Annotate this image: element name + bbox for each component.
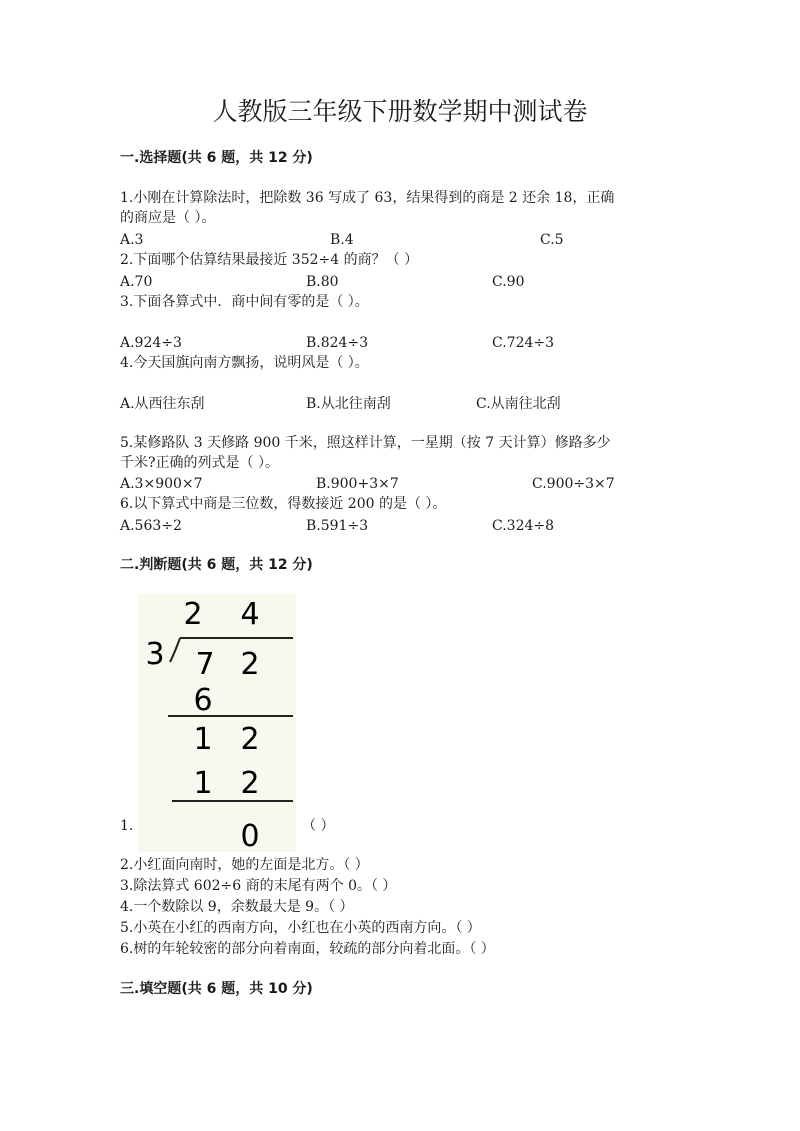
choice-q2-option-a: A.70 [120, 274, 153, 290]
step-digit: 2 [240, 722, 260, 757]
judge-q4: 4.一个数除以 9，余数最大是 9。（ ） [120, 899, 354, 915]
choice-q1-line1: 1.小刚在计算除法时，把除数 36 写成了 63，结果得到的商是 2 还余 18，正确 [120, 190, 615, 206]
choice-q1-option-b: B.4 [330, 232, 354, 248]
step-digit: 1 [193, 722, 213, 757]
choice-q1-line2: 的商应是（ ）。 [120, 210, 216, 226]
choice-q6-option-a: A.563÷2 [120, 518, 182, 534]
section-heading-choice: 一.选择题(共 6 题，共 12 分) [120, 150, 313, 166]
quotient-digit: 2 [183, 597, 203, 632]
choice-q5-option-c: C.900÷3×7 [532, 476, 615, 492]
remainder-digit: 0 [240, 819, 260, 852]
step-digit: 6 [193, 683, 213, 718]
page-title: 人教版三年级下册数学期中测试卷 [212, 97, 588, 126]
division-bracket [170, 638, 180, 662]
choice-q5-line2: 千米?正确的列式是（ ）。 [120, 455, 279, 471]
long-division-figure [138, 594, 296, 852]
divisor-digit: 3 [145, 637, 165, 672]
choice-q2-option-c: C.90 [492, 274, 525, 290]
step-digit: 2 [240, 766, 260, 801]
quotient-digit: 4 [240, 597, 260, 632]
choice-q6-option-c: C.324÷8 [492, 518, 555, 534]
judge-q3: 3.除法算式 602÷6 商的末尾有两个 0。（ ） [120, 878, 397, 894]
choice-q5-option-b: B.900+3×7 [316, 476, 399, 492]
choice-q4-line1: 4.今天国旗向南方飘扬，说明风是（ ）。 [120, 355, 369, 371]
choice-q2-line1: 2.下面哪个估算结果最接近 352÷4 的商？（ ） [120, 252, 419, 268]
judge-q1-number: 1. [120, 818, 134, 834]
step-digit: 1 [193, 766, 213, 801]
choice-q4-option-b: B.从北往南刮 [306, 396, 391, 412]
choice-q1-option-a: A.3 [120, 232, 144, 248]
dividend-digit: 2 [240, 647, 260, 682]
choice-q2-option-b: B.80 [306, 274, 339, 290]
long-division-svg [138, 594, 296, 852]
section-heading-judge: 二.判断题(共 6 题，共 12 分) [120, 557, 313, 573]
choice-q3-option-a: A.924÷3 [120, 335, 182, 351]
judge-q6: 6.树的年轮较密的部分向着南面，较疏的部分向着北面。（ ） [120, 941, 495, 957]
judge-q1-blank: （ ） [302, 818, 335, 834]
choice-q1-option-c: C.5 [540, 232, 564, 248]
judge-q5: 5.小英在小红的西南方向，小红也在小英的西南方向。（ ） [120, 920, 481, 936]
choice-q4-option-a: A.从西往东刮 [120, 396, 205, 412]
choice-q3-option-c: C.724÷3 [492, 335, 555, 351]
choice-q4-option-c: C.从南往北刮 [476, 396, 561, 412]
section-heading-fill: 三.填空题(共 6 题，共 10 分) [120, 981, 313, 997]
choice-q5-line1: 5.某修路队 3 天修路 900 千米，照这样计算，一星期（按 7 天计算）修路多少 [120, 435, 611, 451]
choice-q5-option-a: A.3×900×7 [120, 476, 203, 492]
choice-q6-option-b: B.591÷3 [306, 518, 369, 534]
dividend-digit: 7 [195, 647, 215, 682]
judge-q2: 2.小红面向南时，她的左面是北方。（ ） [120, 857, 369, 873]
choice-q3-line1: 3.下面各算式中．商中间有零的是（ ）。 [120, 294, 369, 310]
choice-q3-option-b: B.824÷3 [306, 335, 369, 351]
choice-q6-line1: 6.以下算式中商是三位数，得数接近 200 的是（ ）。 [120, 496, 447, 512]
